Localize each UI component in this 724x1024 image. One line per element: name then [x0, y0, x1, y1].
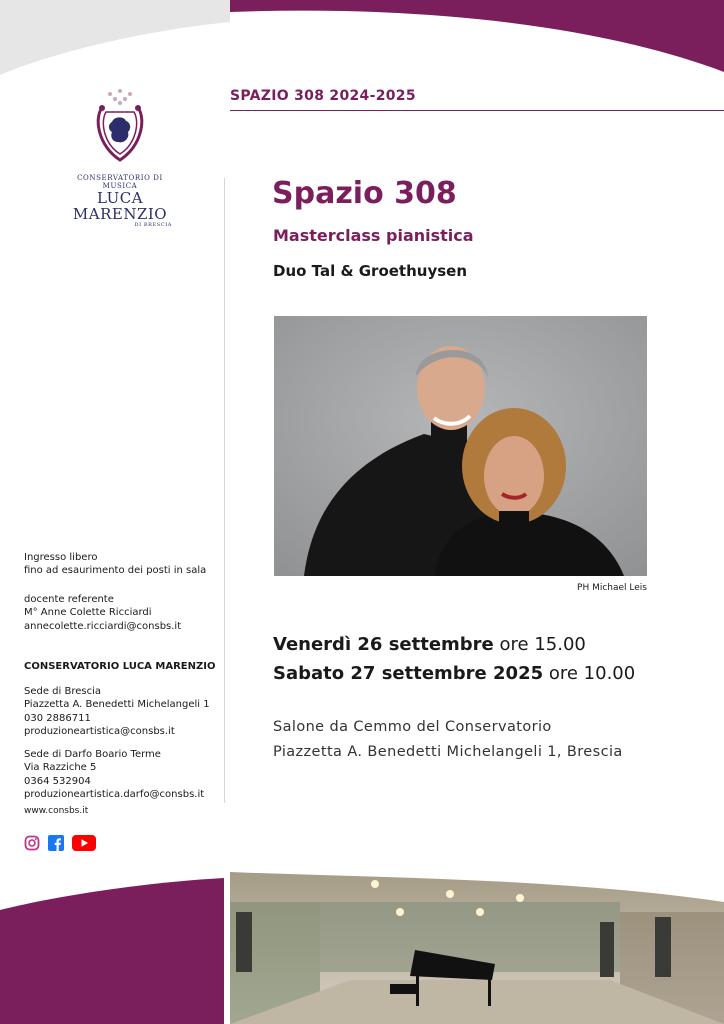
- social-icons: [24, 835, 96, 855]
- entry-info: [24, 551, 206, 578]
- brescia-contact: [24, 685, 210, 738]
- org-name: CONSERVATORIO LUCA MARENZIO: [24, 661, 216, 672]
- teacher-name: M° Anne Colette Ricciardi: [24, 607, 152, 619]
- event-title: Spazio 308: [272, 176, 457, 211]
- brescia-title: Sede di Brescia: [24, 686, 102, 697]
- lyre-emblem-icon: [90, 88, 150, 168]
- facebook-icon[interactable]: [48, 835, 64, 855]
- darfo-title: Sede di Darfo Boario Terme: [24, 749, 161, 760]
- youtube-icon[interactable]: [72, 835, 96, 855]
- darfo-address: Via Razziche 5: [24, 762, 97, 774]
- event-subtitle: Masterclass pianistica: [273, 226, 474, 245]
- date-2-day: Sabato 27 settembre 2025: [273, 663, 544, 684]
- date-2-time: ore 10.00: [548, 663, 636, 684]
- season-label: SPAZIO 308 2024-2025: [230, 88, 416, 104]
- column-divider: [224, 178, 225, 803]
- brescia-phone: 030 2886711: [24, 712, 91, 724]
- performer-name: Duo Tal & Groethuysen: [273, 262, 468, 280]
- concert-hall-photo: [230, 872, 724, 1024]
- venue-line-1: Salone da Cemmo del Conservatorio: [273, 719, 552, 735]
- logo-line3: DI BRESCIA: [134, 222, 172, 228]
- brescia-address: Piazzetta A. Benedetti Michelangeli 1: [24, 699, 210, 711]
- instagram-icon[interactable]: [24, 835, 40, 855]
- teacher-info: [24, 593, 181, 633]
- date-1-day: Venerdì 26 settembre: [273, 634, 494, 655]
- photo-credit: PH Michael Leis: [577, 583, 647, 593]
- teacher-email-link[interactable]: annecolette.ricciardi@consbs.it: [24, 620, 182, 632]
- header-divider: [230, 110, 724, 111]
- logo-line2: LUCA MARENZIO: [72, 189, 168, 223]
- logo-line1: CONSERVATORIO DI MUSICA: [77, 174, 163, 190]
- conservatory-logo: [60, 88, 180, 228]
- teacher-label: docente referente: [24, 594, 114, 605]
- venue-line-2: Piazzetta A. Benedetti Michelangeli 1, Brescia: [273, 744, 623, 760]
- darfo-email-link[interactable]: produzioneartistica.darfo@consbs.it: [24, 788, 205, 800]
- org-heading: [24, 660, 215, 673]
- darfo-contact: [24, 748, 204, 801]
- date-line-2: [273, 663, 635, 684]
- darfo-phone: 0364 532904: [24, 775, 91, 787]
- brescia-email-link[interactable]: produzioneartistica@consbs.it: [24, 725, 175, 737]
- entry-line-1: Ingresso libero: [24, 552, 98, 563]
- entry-line-2: fino ad esaurimento dei posti in sala: [24, 565, 207, 577]
- website-link[interactable]: www.consbs.it: [24, 806, 89, 816]
- date-line-1: [273, 634, 586, 655]
- duo-photo: [274, 316, 647, 576]
- top-decorative-band: [0, 0, 724, 90]
- date-1-time: ore 15.00: [499, 634, 586, 655]
